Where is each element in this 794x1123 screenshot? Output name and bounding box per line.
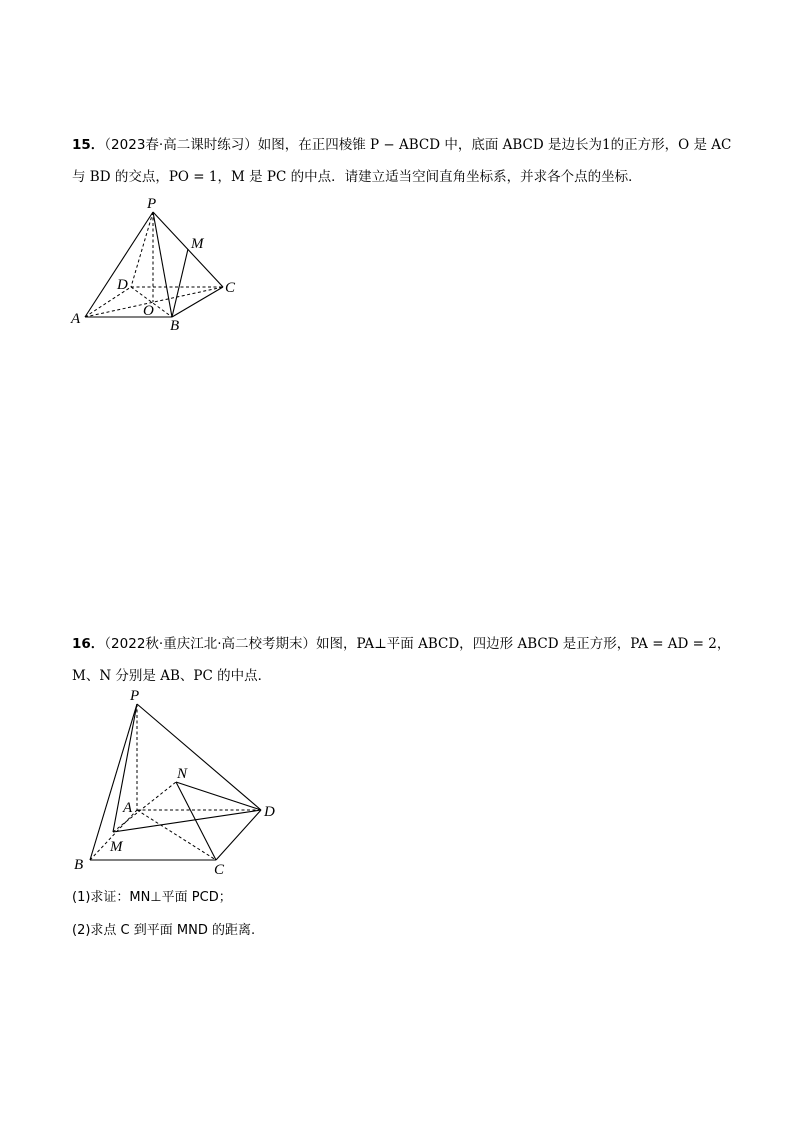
label-C: C <box>214 862 225 878</box>
problem-16-text-1: 如图，PA⊥平面 ABCD，四边形 ABCD 是正方形，PA = AD = 2， <box>316 636 731 652</box>
problem-15-text-2: 与 BD 的交点，PO = 1，M 是 PC 的中点．请建立适当空间直角坐标系，并求各个点的坐标． <box>72 169 642 185</box>
problem-16-source: （2022秋·重庆江北·高二校考期末） <box>104 636 316 652</box>
problem-16-text-2: M、N 分别是 AB、PC 的中点． <box>72 668 272 684</box>
label-M: M <box>191 236 204 252</box>
problem-16-subquestion-2: (2)求点 C 到平面 MND 的距离. <box>72 923 256 938</box>
problem-15-text-1: 如图，在正四棱锥 P − ABCD 中，底面 ABCD 是边长为1的正方形，O 是 AC <box>257 137 732 153</box>
label-D: D <box>264 804 275 820</box>
segment-MD <box>113 810 261 832</box>
edge-PB <box>90 704 137 860</box>
label-C: C <box>225 280 236 296</box>
label-P: P <box>147 196 157 212</box>
label-P: P <box>130 688 140 704</box>
diagonal-AC <box>137 810 216 860</box>
label-A: A <box>71 311 81 327</box>
label-N: N <box>177 766 188 782</box>
problem-16-subquestion-1: (1)求证：MN⊥平面 PCD； <box>72 890 232 905</box>
problem-15-number: 15． <box>72 137 105 153</box>
label-O: O <box>143 303 154 319</box>
label-D: D <box>117 277 128 293</box>
label-B: B <box>170 318 180 334</box>
problem-15-source: （2023春·高二课时练习） <box>104 137 258 153</box>
label-A: A <box>123 800 133 816</box>
problem-16-number: 16． <box>72 636 105 652</box>
edge-CD <box>216 810 261 860</box>
label-B: B <box>74 857 84 873</box>
edge-PD <box>137 704 261 810</box>
label-M: M <box>110 839 123 855</box>
